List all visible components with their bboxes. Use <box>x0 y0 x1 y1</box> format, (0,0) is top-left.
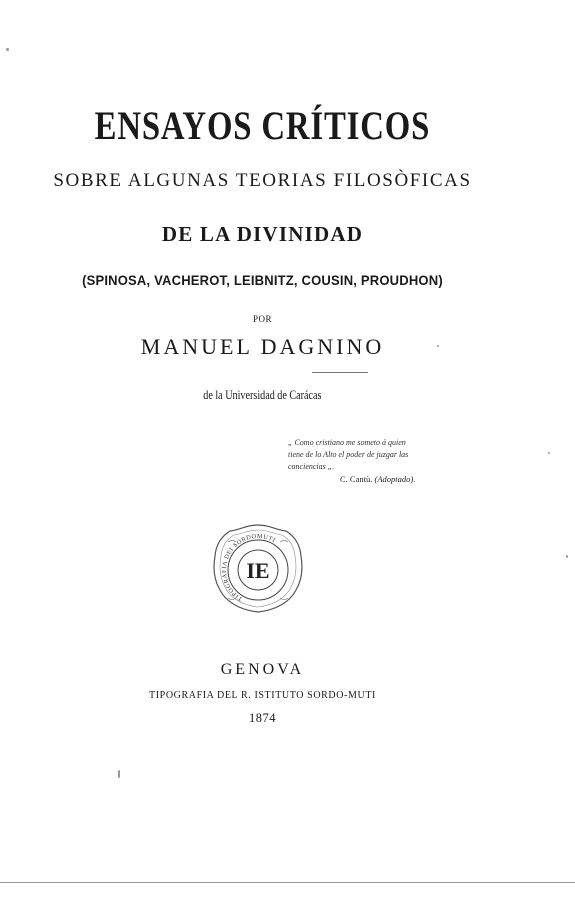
paper-speck <box>548 452 550 454</box>
book-title: ENSAYOS CRÍTICOS <box>94 103 431 148</box>
attribution-name: C. Cantù. <box>340 474 373 484</box>
epigraph-line-3: conciencias „. <box>288 462 335 471</box>
by-label: POR <box>252 314 272 324</box>
epigraph <box>288 437 468 473</box>
philosophers-list: (SPINOSA, VACHEROT, LEIBNITZ, COUSIN, PROUDHON) <box>82 272 443 288</box>
author-affiliation: de la Universidad de Carácas <box>203 387 322 402</box>
epigraph-attribution <box>340 474 415 484</box>
imprint-printer: TIPOGRAFIA DEL R. ISTITUTO SORDO-MUTI <box>149 690 376 701</box>
epigraph-line-2: tiene de lo Alto el poder de juzgar las <box>288 450 409 459</box>
emblem-monogram: IE <box>246 558 270 583</box>
imprint-year: 1874 <box>249 711 276 725</box>
author-name: MANUEL DAGNINO <box>140 334 385 359</box>
paper-speck <box>437 345 439 347</box>
book-subtitle: SOBRE ALGUNAS TEORIAS FILOSÒFICAS <box>53 170 472 191</box>
bottom-rule <box>0 882 575 883</box>
book-subject: DE LA DIVINIDAD <box>161 222 364 246</box>
emblem-ring-text: TIPOGRAFIA DEI SORDOMUTI <box>220 532 277 603</box>
imprint-city: GENOVA <box>220 661 305 678</box>
author-rule <box>312 372 368 373</box>
printer-seal-icon <box>210 522 306 616</box>
attribution-note: (Adoptado). <box>374 474 416 484</box>
paper-speck <box>6 48 9 51</box>
paper-speck <box>118 770 120 778</box>
paper-speck <box>566 555 568 558</box>
epigraph-line-1: „ Como cristiano me someto á quien <box>288 438 406 447</box>
